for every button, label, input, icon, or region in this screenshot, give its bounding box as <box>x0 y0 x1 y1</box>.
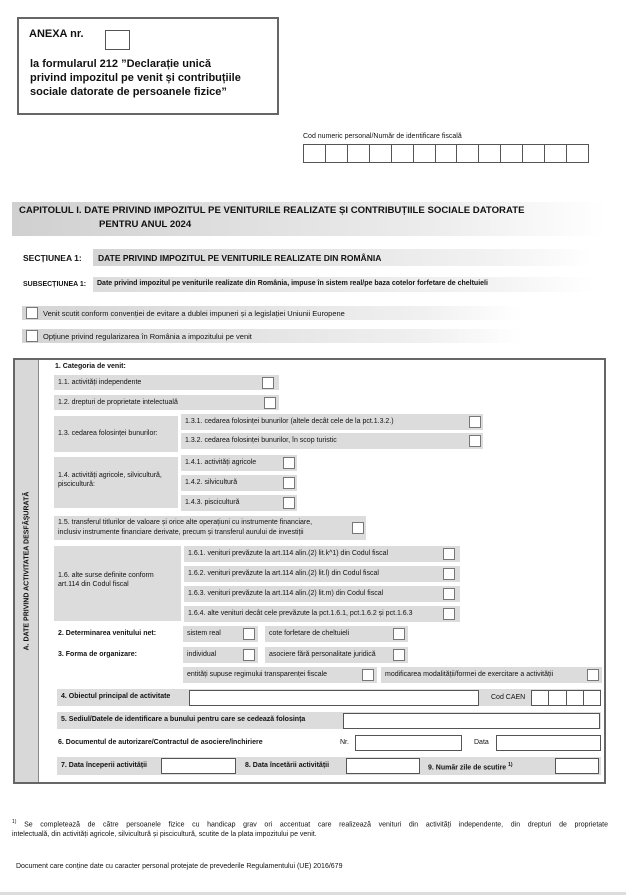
doc-data-label: Data <box>474 739 489 746</box>
start-date-label: 7. Data începerii activității <box>61 762 147 769</box>
option-exempt-checkbox[interactable] <box>26 307 38 319</box>
cat-1-1-label: 1.1. activități independente <box>58 379 142 386</box>
cat-1-4-2-label: 1.4.2. silvicultură <box>185 479 238 486</box>
org-individual-checkbox[interactable] <box>243 649 255 661</box>
caen-label: Cod CAEN <box>491 694 526 701</box>
cat-1-3-2-label: 1.3.2. cedarea folosinței bunurilor, în scop turistic <box>185 437 337 444</box>
org-entitati-checkbox[interactable] <box>362 669 374 681</box>
org-entitati-label: entități supuse regimului transparenței fiscale <box>187 671 328 678</box>
option-regularize-checkbox[interactable] <box>26 330 38 342</box>
org-form-label: 3. Forma de organizare: <box>58 651 137 658</box>
sediu-input[interactable] <box>343 713 600 729</box>
cat-1-5-checkbox[interactable] <box>352 522 364 534</box>
exempt-days-label: 9. Număr zile de scutire $^{1)}$ <box>428 762 513 772</box>
cat-1-4-label-b: piscicultură: <box>58 481 95 488</box>
subsection-title: Date privind impozitul pe veniturile realizate din România, impuse în sistem real/pe baza cotelor forfetare de cheltuieli <box>97 280 488 287</box>
cat-1-6-2-label: 1.6.2. venituri prevăzute la art.114 alin.(2) lit.l) din Codul fiscal <box>188 570 379 577</box>
cnp-field[interactable] <box>303 144 589 163</box>
section-a-side-label: A. DATE PRIVIND ACTIVITATEA DESFĂȘURATĂ <box>23 491 31 651</box>
option-regularize-label: Opțiune privind regularizarea în România a impozitului pe venit <box>43 332 252 341</box>
gdpr-note: Document care conține date cu caracter personal protejate de prevederile Regulamentului (UE) 2016/679 <box>16 863 343 870</box>
cat-1-4-1-checkbox[interactable] <box>283 457 295 469</box>
chapter-title-line1: CAPITOLUL I. DATE PRIVIND IMPOZITUL PE VENITURILE REALIZATE ȘI CONTRIBUȚIILE SOCIALE DATORATE <box>19 205 525 216</box>
cat-1-5-label-b: inclusiv instrumente financiare derivate, precum și transferul aurului de investiții <box>58 529 304 536</box>
annex-title: ANEXA nr. <box>29 28 84 40</box>
cnp-label: Cod numeric personal/Număr de identificare fiscală <box>303 133 462 140</box>
cat-1-2-label: 1.2. drepturi de proprietate intelectuală <box>58 399 178 406</box>
footnote-line1: Se completează de către persoanele fizice cu handicap grav ori accentuat care realizează venituri din activități independente, din drepturi de proprietate <box>24 821 608 829</box>
net-forfetar-checkbox[interactable] <box>393 628 405 640</box>
footnote-mark: 1) <box>12 819 17 825</box>
cat-1-3-1-label: 1.3.1. cedarea folosinței bunurilor (altele decât cele de la pct.1.3.2.) <box>185 418 394 425</box>
section-title: DATE PRIVIND IMPOZITUL PE VENITURILE REALIZATE DIN ROMÂNIA <box>98 253 382 263</box>
doc-label: 6. Documentul de autorizare/Contractul de asociere/închiriere <box>58 739 263 746</box>
cat-1-6-1-checkbox[interactable] <box>443 548 455 560</box>
org-modificare-label: modificarea modalității/formei de exercitare a activității <box>385 671 554 678</box>
org-individual-label: individual <box>187 651 217 658</box>
category-title: 1. Categoria de venit: <box>55 363 126 370</box>
cat-1-6-4-label: 1.6.4. alte venituri decât cele prevăzute la pct.1.6.1, pct.1.6.2 și pct.1.6.3 <box>188 610 413 617</box>
cat-1-2-checkbox[interactable] <box>264 397 276 409</box>
annex-number-field[interactable] <box>105 30 130 50</box>
subsection-label: SUBSECȚIUNEA 1: <box>23 281 87 288</box>
cat-1-4-3-label: 1.4.3. piscicultură <box>185 499 240 506</box>
net-real-checkbox[interactable] <box>243 628 255 640</box>
doc-data-input[interactable] <box>496 735 601 751</box>
cat-1-6-label-a: 1.6. alte surse definite conform <box>58 572 154 579</box>
cat-1-3-2-checkbox[interactable] <box>469 435 481 447</box>
cat-1-6-1-label: 1.6.1. venituri prevăzute la art.114 alin.(2) lit.k^1) din Codul fiscal <box>188 550 389 557</box>
sediu-label: 5. Sediul/Datele de identificare a bunului pentru care se cedează folosința <box>61 716 306 723</box>
end-date-label: 8. Data încetării activității <box>245 762 330 769</box>
cat-1-4-1-label: 1.4.1. activități agricole <box>185 459 257 466</box>
net-real-label: sistem real <box>187 630 221 637</box>
footnote-line2: intelectuală, din activități agricole, silvicultură și piscicultură, scutite de la plata impozitului pe venit. <box>12 830 317 838</box>
start-date-input[interactable] <box>161 758 236 774</box>
object-label: 4. Obiectul principal de activitate <box>61 693 171 700</box>
doc-nr-input[interactable] <box>355 735 462 751</box>
cat-1-6-3-label: 1.6.3. venituri prevăzute la art.114 alin.(2) lit.m) din Codul fiscal <box>188 590 384 597</box>
net-income-label: 2. Determinarea venitului net: <box>58 630 157 637</box>
cat-1-3-label: 1.3. cedarea folosinței bunurilor: <box>58 430 158 437</box>
annex-line3: sociale datorate de persoanele fizice” <box>30 86 227 98</box>
cat-1-6-3-checkbox[interactable] <box>443 588 455 600</box>
object-input[interactable] <box>189 690 479 706</box>
section-label: SECȚIUNEA 1: <box>23 253 82 263</box>
option-exempt-label: Venit scutit conform convenției de evitare a dublei impuneri și a legislației Uniunii Europene <box>43 309 345 318</box>
org-modificare-checkbox[interactable] <box>587 669 599 681</box>
doc-nr-label: Nr. <box>340 739 349 746</box>
caen-input[interactable] <box>531 690 601 706</box>
exempt-days-input[interactable] <box>555 758 599 774</box>
cat-1-6-label-b: art.114 din Codul fiscal <box>58 581 129 588</box>
annex-line1: la formularul 212 ”Declarație unică <box>30 58 211 70</box>
cat-1-6-4-checkbox[interactable] <box>443 608 455 620</box>
net-forfetar-label: cote forfetare de cheltuieli <box>269 630 350 637</box>
exempt-days-footnote-mark: 1) <box>508 762 513 768</box>
cat-1-1-checkbox[interactable] <box>262 377 274 389</box>
cat-1-4-3-checkbox[interactable] <box>283 497 295 509</box>
cat-1-5-label-a: 1.5. transferul titlurilor de valoare și orice alte operațiuni cu instrumente financiare, <box>58 519 313 526</box>
cat-1-4-2-checkbox[interactable] <box>283 477 295 489</box>
cat-1-6-2-checkbox[interactable] <box>443 568 455 580</box>
cat-1-4-label-a: 1.4. activități agricole, silvicultură, <box>58 472 162 479</box>
cat-1-3-1-checkbox[interactable] <box>469 416 481 428</box>
org-asociere-checkbox[interactable] <box>393 649 405 661</box>
chapter-title-line2: PENTRU ANUL 2024 <box>99 219 192 230</box>
footnote <box>12 818 608 839</box>
end-date-input[interactable] <box>346 758 420 774</box>
annex-line2: privind impozitul pe venit și contribuțiile <box>30 72 241 84</box>
org-asociere-label: asociere fără personalitate juridică <box>269 651 376 658</box>
